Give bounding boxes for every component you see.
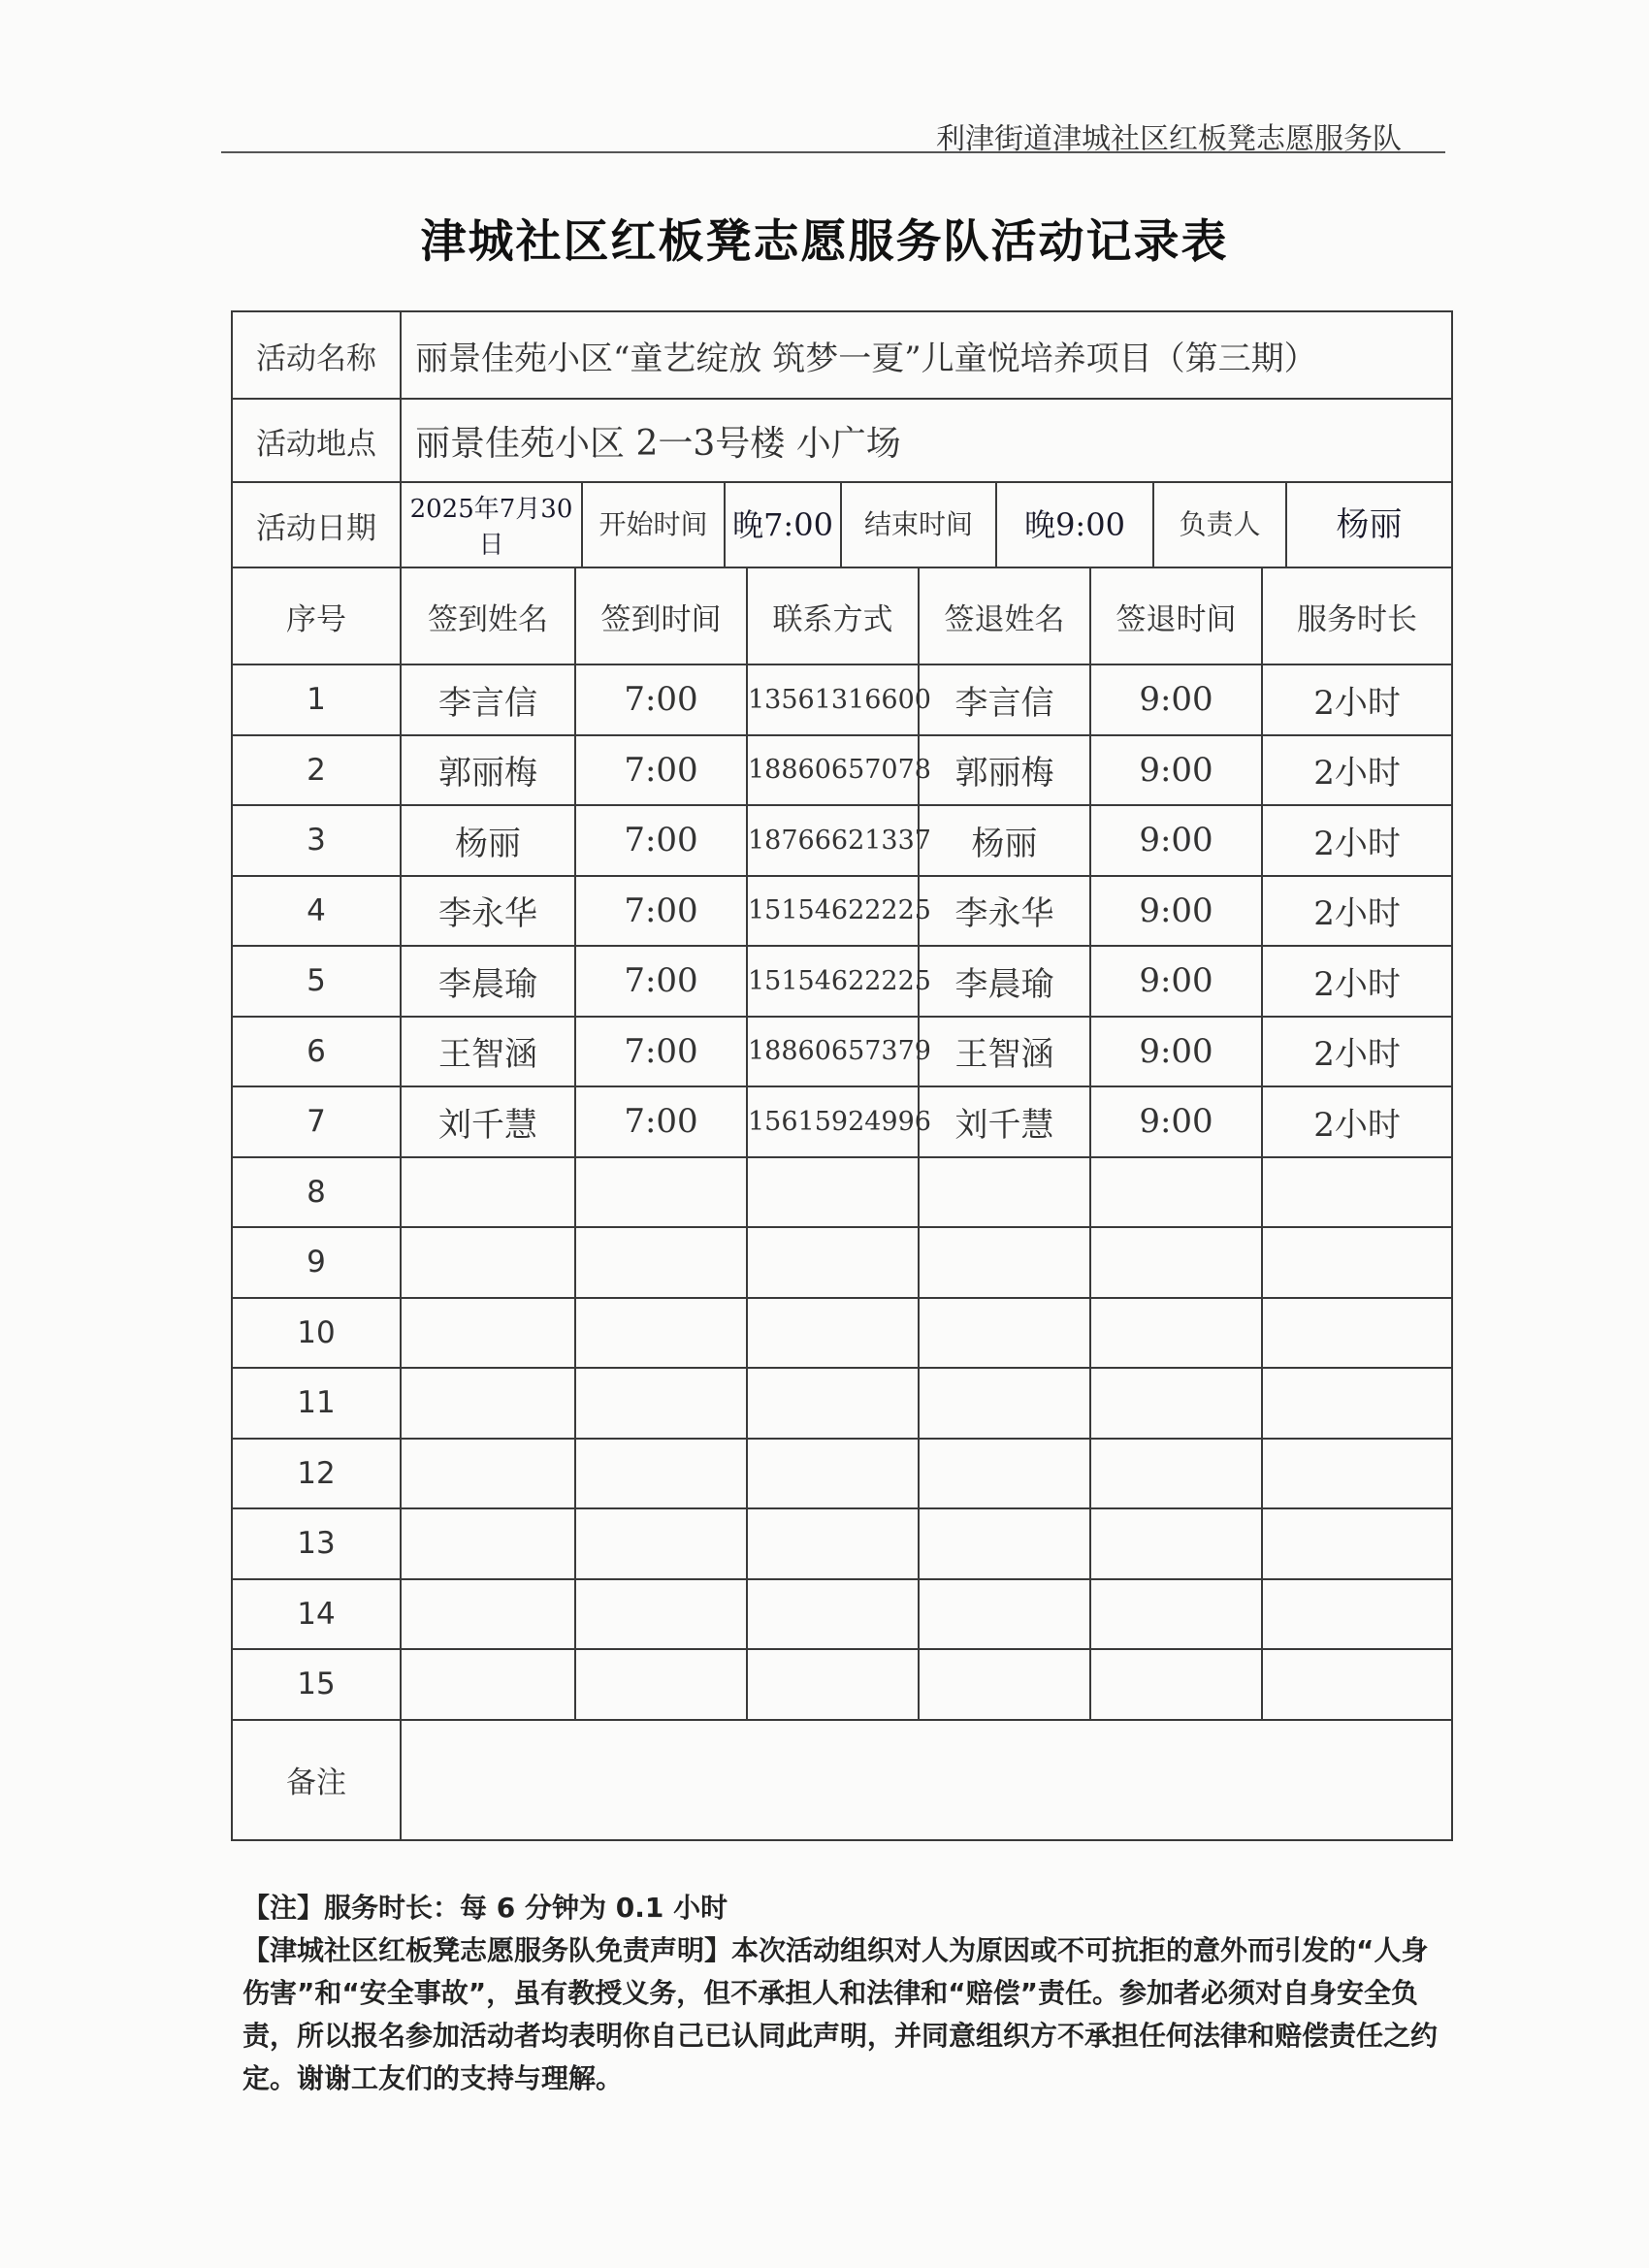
col-header-no: 序号 bbox=[232, 567, 401, 664]
duration-cell bbox=[1262, 1649, 1452, 1720]
signin-name-cell bbox=[401, 1439, 575, 1509]
duration-cell: 2小时 bbox=[1262, 1017, 1452, 1087]
activity-date-value: 2025年7月30日 bbox=[409, 495, 573, 560]
table-row bbox=[232, 1017, 1452, 1087]
signout-name-cell bbox=[919, 1508, 1090, 1579]
duration-cell bbox=[1262, 1508, 1452, 1579]
signout-time-cell bbox=[1090, 1649, 1262, 1720]
signin-time-cell bbox=[575, 1298, 747, 1369]
signin-name-cell: 李永华 bbox=[401, 876, 575, 947]
table-row bbox=[232, 1298, 1452, 1369]
phone-cell bbox=[747, 1439, 919, 1509]
signout-time-cell bbox=[1090, 1157, 1262, 1228]
signout-name-cell bbox=[919, 1649, 1090, 1720]
duration-cell: 2小时 bbox=[1262, 805, 1452, 876]
row-number-cell: 9 bbox=[232, 1227, 401, 1298]
col-header-signin-name: 签到姓名 bbox=[401, 567, 575, 664]
activity-place-label: 活动地点 bbox=[232, 399, 401, 482]
signin-time-cell: 7:00 bbox=[575, 805, 747, 876]
phone-cell bbox=[747, 1227, 919, 1298]
duration-cell bbox=[1262, 1439, 1452, 1509]
leader-label: 负责人 bbox=[1152, 483, 1285, 567]
signin-time-cell: 7:00 bbox=[575, 876, 747, 947]
disclaimer-text: 【津城社区红板凳志愿服务队免责声明】本次活动组织对人为原因或不可抗拒的意外而引发的“人身伤害”和“安全事故”，虽有教授义务，但不承担人和法律和“赔偿”责任。参加者必须对自身安全负责，所以报名参加活动者均表明你自己已认同此声明，并同意组织方不承担任何法律和赔偿责任之约定。谢谢工友们的支持与理解。 bbox=[242, 1934, 1439, 2094]
signin-name-cell: 杨丽 bbox=[401, 805, 575, 876]
duration-cell bbox=[1262, 1157, 1452, 1228]
phone-cell bbox=[747, 1157, 919, 1228]
leader-signature: 杨丽 bbox=[1285, 483, 1451, 567]
row-number-cell: 3 bbox=[232, 805, 401, 876]
end-time-label: 结束时间 bbox=[840, 483, 995, 567]
signin-time-cell bbox=[575, 1439, 747, 1509]
col-header-signout-name: 签退姓名 bbox=[919, 567, 1090, 664]
signin-time-cell bbox=[575, 1368, 747, 1439]
phone-cell bbox=[747, 1298, 919, 1369]
remark-row bbox=[232, 1720, 1452, 1840]
signout-time-cell: 9:00 bbox=[1090, 1086, 1262, 1157]
phone-cell: 18766621337 bbox=[747, 805, 919, 876]
signin-time-cell: 7:00 bbox=[575, 735, 747, 806]
table-row bbox=[232, 664, 1452, 735]
row-number-cell: 8 bbox=[232, 1157, 401, 1228]
duration-cell bbox=[1262, 1298, 1452, 1369]
signout-time-cell bbox=[1090, 1298, 1262, 1369]
signin-time-cell bbox=[575, 1579, 747, 1650]
signin-time-cell bbox=[575, 1508, 747, 1579]
phone-cell bbox=[747, 1579, 919, 1650]
col-header-phone: 联系方式 bbox=[747, 567, 919, 664]
signin-name-cell bbox=[401, 1579, 575, 1650]
row-number-cell: 10 bbox=[232, 1298, 401, 1369]
signin-name-cell: 李言信 bbox=[401, 664, 575, 735]
signout-time-cell bbox=[1090, 1579, 1262, 1650]
table-body bbox=[232, 311, 1452, 1840]
signout-time-cell bbox=[1090, 1439, 1262, 1509]
row-number-cell: 1 bbox=[232, 664, 401, 735]
signout-name-cell: 杨丽 bbox=[919, 805, 1090, 876]
signout-name-cell: 郭丽梅 bbox=[919, 735, 1090, 806]
col-header-signin-time: 签到时间 bbox=[575, 567, 747, 664]
phone-cell bbox=[747, 1508, 919, 1579]
table-row bbox=[232, 735, 1452, 806]
signin-name-cell bbox=[401, 1508, 575, 1579]
duration-cell bbox=[1262, 1368, 1452, 1439]
duration-cell bbox=[1262, 1227, 1452, 1298]
phone-cell: 15615924996 bbox=[747, 1086, 919, 1157]
signin-name-cell: 王智涵 bbox=[401, 1017, 575, 1087]
row-number-cell: 15 bbox=[232, 1649, 401, 1720]
signout-time-cell bbox=[1090, 1227, 1262, 1298]
phone-cell: 18860657078 bbox=[747, 735, 919, 806]
signin-time-cell bbox=[575, 1157, 747, 1228]
service-duration-note: 【注】服务时长：每 6 分钟为 0.1 小时 bbox=[242, 1892, 728, 1924]
signout-name-cell bbox=[919, 1368, 1090, 1439]
phone-cell bbox=[747, 1368, 919, 1439]
signin-name-cell: 刘千慧 bbox=[401, 1086, 575, 1157]
signin-name-cell bbox=[401, 1649, 575, 1720]
notes-section bbox=[242, 1887, 1445, 2100]
signin-time-cell: 7:00 bbox=[575, 1086, 747, 1157]
activity-place-row bbox=[232, 399, 1452, 482]
signout-time-cell: 9:00 bbox=[1090, 946, 1262, 1017]
activity-record-table bbox=[231, 310, 1453, 1841]
signout-name-cell bbox=[919, 1157, 1090, 1228]
remark-label: 备注 bbox=[232, 1720, 401, 1840]
end-time-value: 晚9:00 bbox=[995, 483, 1152, 567]
signin-name-cell bbox=[401, 1227, 575, 1298]
table-row bbox=[232, 946, 1452, 1017]
table-row bbox=[232, 1086, 1452, 1157]
start-time-value: 晚7:00 bbox=[724, 483, 840, 567]
signout-time-cell: 9:00 bbox=[1090, 1017, 1262, 1087]
column-header-row bbox=[232, 567, 1452, 664]
row-number-cell: 14 bbox=[232, 1579, 401, 1650]
signout-time-cell: 9:00 bbox=[1090, 664, 1262, 735]
phone-cell: 15154622225 bbox=[747, 946, 919, 1017]
signout-time-cell bbox=[1090, 1508, 1262, 1579]
row-number-cell: 2 bbox=[232, 735, 401, 806]
activity-date-cell bbox=[401, 482, 1452, 567]
table-row bbox=[232, 1508, 1452, 1579]
duration-cell: 2小时 bbox=[1262, 664, 1452, 735]
row-number-cell: 11 bbox=[232, 1368, 401, 1439]
signin-name-cell: 郭丽梅 bbox=[401, 735, 575, 806]
table-row bbox=[232, 1579, 1452, 1650]
signout-name-cell bbox=[919, 1227, 1090, 1298]
signin-name-cell: 李晨瑜 bbox=[401, 946, 575, 1017]
table-row bbox=[232, 876, 1452, 947]
signin-name-cell bbox=[401, 1368, 575, 1439]
table-row bbox=[232, 805, 1452, 876]
signout-time-cell: 9:00 bbox=[1090, 805, 1262, 876]
table-row bbox=[232, 1439, 1452, 1509]
row-number-cell: 7 bbox=[232, 1086, 401, 1157]
signout-name-cell: 李永华 bbox=[919, 876, 1090, 947]
start-time-label: 开始时间 bbox=[581, 483, 724, 567]
signin-time-cell: 7:00 bbox=[575, 1017, 747, 1087]
phone-cell: 15154622225 bbox=[747, 876, 919, 947]
signout-time-cell bbox=[1090, 1368, 1262, 1439]
activity-date-row bbox=[232, 482, 1452, 567]
row-number-cell: 5 bbox=[232, 946, 401, 1017]
remark-value bbox=[401, 1720, 1452, 1840]
table-row bbox=[232, 1649, 1452, 1720]
signout-time-cell: 9:00 bbox=[1090, 876, 1262, 947]
signout-name-cell bbox=[919, 1298, 1090, 1369]
header-divider bbox=[221, 151, 1445, 153]
signin-time-cell: 7:00 bbox=[575, 946, 747, 1017]
col-header-signout-time: 签退时间 bbox=[1090, 567, 1262, 664]
signout-name-cell: 刘千慧 bbox=[919, 1086, 1090, 1157]
phone-cell: 18860657379 bbox=[747, 1017, 919, 1087]
signout-time-cell: 9:00 bbox=[1090, 735, 1262, 806]
duration-cell: 2小时 bbox=[1262, 876, 1452, 947]
row-number-cell: 12 bbox=[232, 1439, 401, 1509]
activity-name-label: 活动名称 bbox=[232, 311, 401, 399]
phone-cell bbox=[747, 1649, 919, 1720]
row-number-cell: 4 bbox=[232, 876, 401, 947]
table-row bbox=[232, 1157, 1452, 1228]
activity-name-row bbox=[232, 311, 1452, 399]
signout-name-cell bbox=[919, 1579, 1090, 1650]
signout-name-cell bbox=[919, 1439, 1090, 1509]
page-title: 津城社区红板凳志愿服务队活动记录表 bbox=[420, 215, 1229, 269]
activity-date-label: 活动日期 bbox=[232, 482, 401, 567]
duration-cell: 2小时 bbox=[1262, 735, 1452, 806]
duration-cell: 2小时 bbox=[1262, 946, 1452, 1017]
phone-cell: 13561316600 bbox=[747, 664, 919, 735]
activity-place-value: 丽景佳苑小区 2一3号楼 小广场 bbox=[401, 399, 1452, 482]
header-organization: 利津街道津城社区红板凳志愿服务队 bbox=[936, 122, 1402, 156]
duration-cell: 2小时 bbox=[1262, 1086, 1452, 1157]
signout-name-cell: 李晨瑜 bbox=[919, 946, 1090, 1017]
row-number-cell: 13 bbox=[232, 1508, 401, 1579]
signin-name-cell bbox=[401, 1298, 575, 1369]
col-header-duration: 服务时长 bbox=[1262, 567, 1452, 664]
table-row bbox=[232, 1368, 1452, 1439]
signout-name-cell: 李言信 bbox=[919, 664, 1090, 735]
date-line bbox=[402, 483, 1451, 567]
table-row bbox=[232, 1227, 1452, 1298]
signin-name-cell bbox=[401, 1157, 575, 1228]
signin-time-cell bbox=[575, 1649, 747, 1720]
signout-name-cell: 王智涵 bbox=[919, 1017, 1090, 1087]
signin-time-cell bbox=[575, 1227, 747, 1298]
signin-time-cell: 7:00 bbox=[575, 664, 747, 735]
activity-name-value: 丽景佳苑小区“童艺绽放 筑梦一夏”儿童悦培养项目（第三期） bbox=[401, 311, 1452, 399]
duration-cell bbox=[1262, 1579, 1452, 1650]
row-number-cell: 6 bbox=[232, 1017, 401, 1087]
